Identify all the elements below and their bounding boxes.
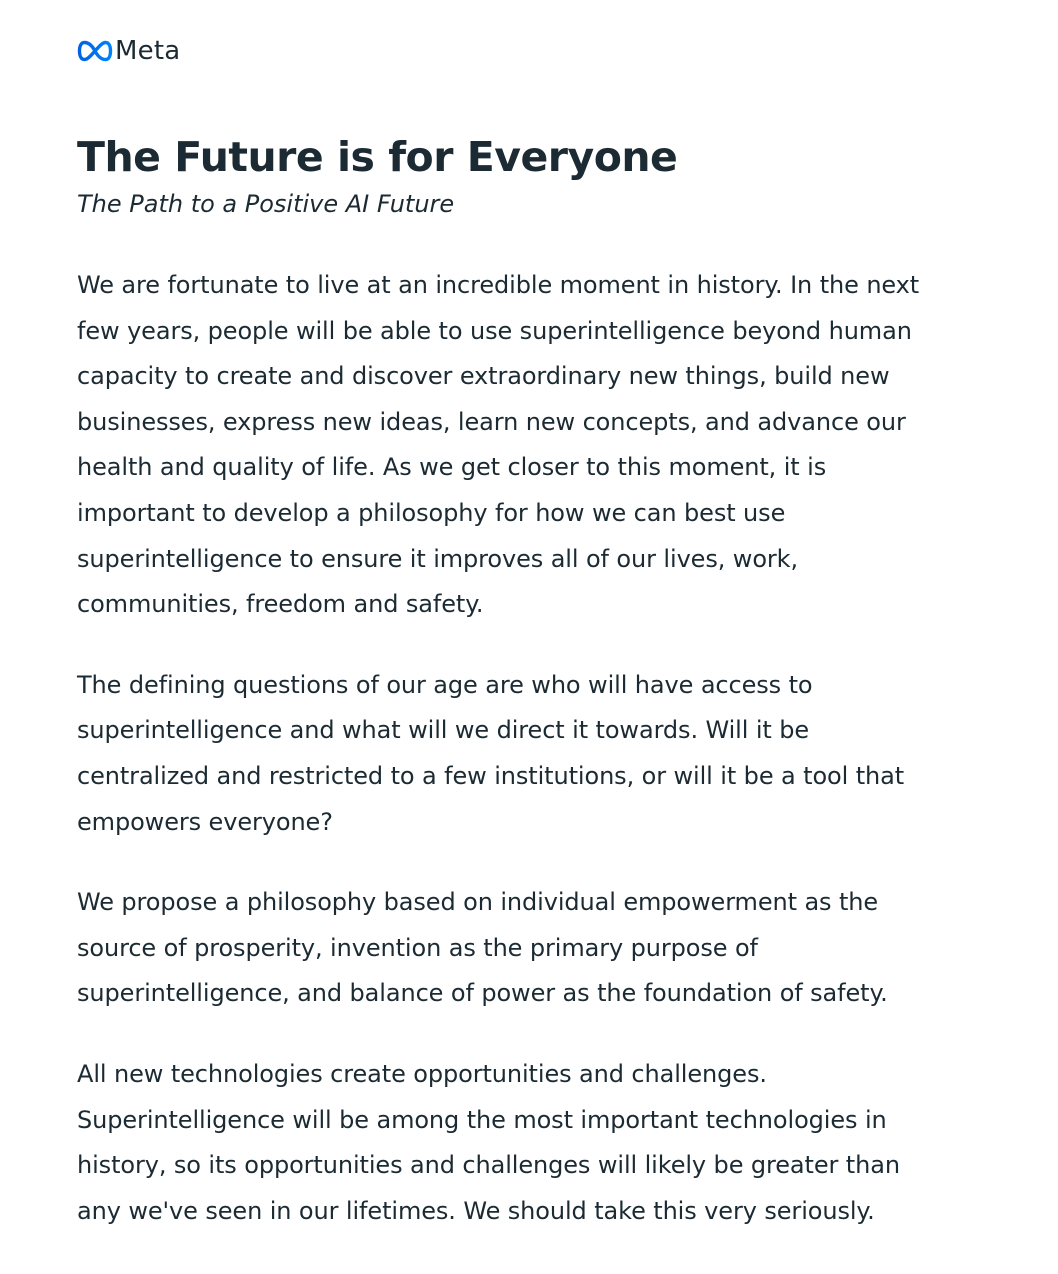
meta-logo[interactable] bbox=[77, 36, 180, 66]
text-line: any we've seen in our lifetimes. We should take this very seriously. bbox=[77, 1196, 875, 1225]
text-line: centralized and restricted to a few institutions, or will it be a tool that bbox=[77, 761, 905, 790]
article-body bbox=[77, 263, 987, 1269]
text-line: All new technologies create opportunities and challenges. bbox=[77, 1059, 767, 1088]
text-line: The defining questions of our age are who will have access to bbox=[77, 670, 813, 699]
text-line: source of prosperity, invention as the primary purpose of bbox=[77, 933, 758, 962]
text-line: superintelligence, and balance of power as the foundation of safety. bbox=[77, 979, 888, 1008]
paragraph-1 bbox=[77, 263, 987, 628]
text-line: communities, freedom and safety. bbox=[77, 590, 484, 619]
text-line: superintelligence and what will we direct it towards. Will it be bbox=[77, 716, 810, 745]
text-line: history, so its opportunities and challenges will likely be greater than bbox=[77, 1151, 900, 1180]
text-line: We are fortunate to live at an incredible moment in history. In the next bbox=[77, 271, 920, 299]
text-line: businesses, express new ideas, learn new concepts, and advance our bbox=[77, 407, 906, 436]
paragraph-2 bbox=[77, 663, 987, 845]
text-line: superintelligence to ensure it improves all of our lives, work, bbox=[77, 544, 799, 573]
text-line: empowers everyone? bbox=[77, 807, 333, 836]
logo-wordmark: Meta bbox=[115, 36, 181, 66]
text-line: important to develop a philosophy for how we can best use bbox=[77, 498, 786, 527]
page-subtitle: The Path to a Positive AI Future bbox=[77, 190, 455, 218]
meta-infinity-icon bbox=[77, 40, 113, 62]
text-line: capacity to create and discover extraordinary new things, build new bbox=[77, 362, 890, 391]
text-line: We propose a philosophy based on individual empowerment as the bbox=[77, 888, 879, 917]
text-line: few years, people will be able to use superintelligence beyond human bbox=[77, 316, 912, 345]
page-title: The Future is for Everyone bbox=[77, 133, 678, 181]
paragraph-4 bbox=[77, 1052, 987, 1234]
paragraph-3 bbox=[77, 880, 987, 1017]
text-line: health and quality of life. As we get closer to this moment, it is bbox=[77, 453, 827, 482]
text-line: Superintelligence will be among the most important technologies in bbox=[77, 1105, 887, 1134]
